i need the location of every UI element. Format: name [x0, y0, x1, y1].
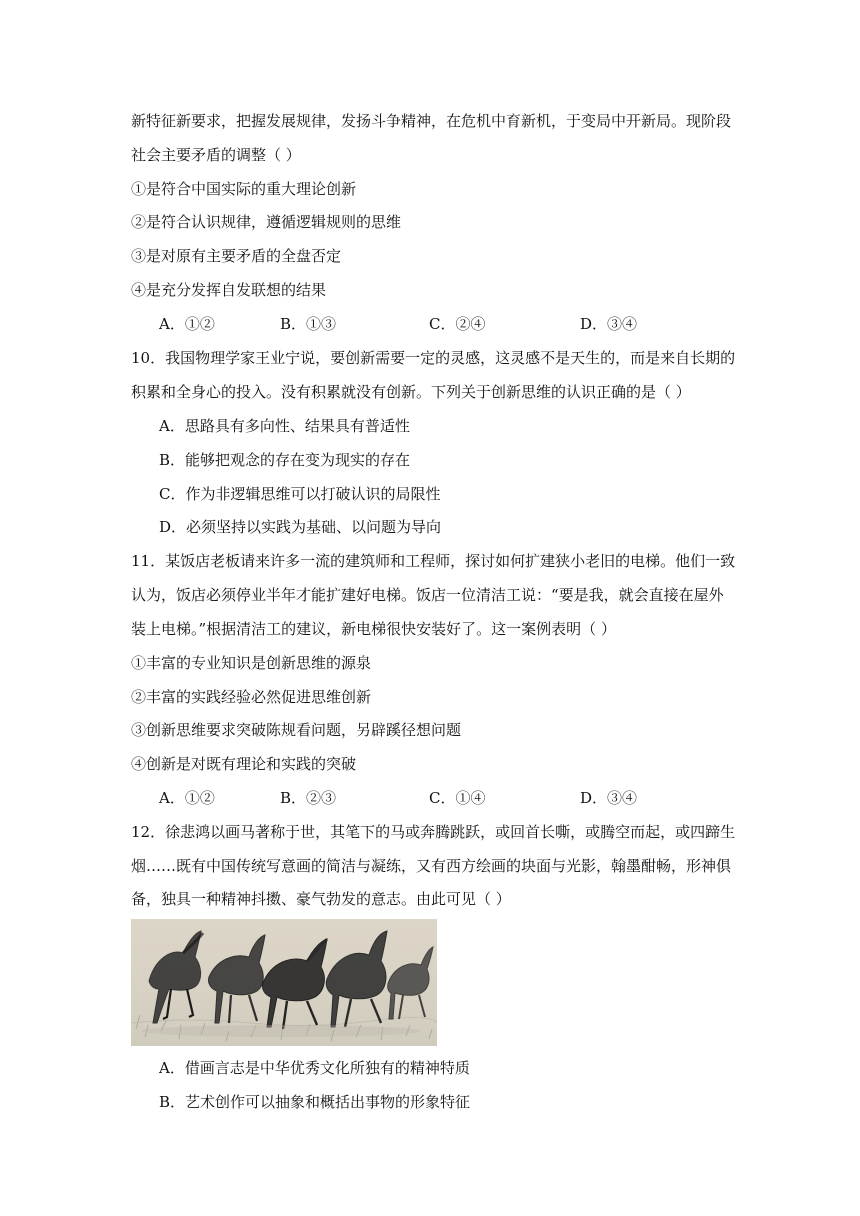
- q9-stem-line-1: 新特征新要求，把握发展规律，发扬斗争精神，在危机中育新机，于变局中开新局。现阶段: [131, 112, 732, 130]
- q11-stem-line-2: 认为，饭店必须停业半年才能扩建好电梯。饭店一位清洁工说：“要是我，就会直接在屋外: [131, 586, 724, 604]
- q9-option-c[interactable]: C．②④: [429, 315, 486, 333]
- q11-statement-2: ②丰富的实践经验必然促进思维创新: [131, 688, 372, 706]
- q12-stem-line-2: 烟……既有中国传统写意画的简洁与凝练，又有西方绘画的块面与光影，翰墨酣畅，形神俱: [131, 857, 732, 875]
- q10-option-b[interactable]: B．能够把观念的存在变为现实的存在: [159, 451, 411, 469]
- q9-statement-3: ③是对原有主要矛盾的全盘否定: [131, 247, 342, 265]
- q11-option-c[interactable]: C．①④: [429, 789, 486, 807]
- q9-statement-4: ④是充分发挥自发联想的结果: [131, 281, 327, 299]
- q12-stem-line-1: 12．徐悲鸿以画马著称于世，其笔下的马或奔腾跳跃，或回首长嘶，或腾空而起，或四蹄生: [131, 823, 736, 841]
- q11-stem-line-1: 11．某饭店老板请来许多一流的建筑师和工程师，探讨如何扩建狭小老旧的电梯。他们一致: [131, 552, 736, 570]
- q9-statement-1: ①是符合中国实际的重大理论创新: [131, 180, 357, 198]
- q10-option-c[interactable]: C．作为非逻辑思维可以打破认识的局限性: [159, 485, 441, 503]
- q10-stem-line-2: 积累和全身心的投入。没有积累就没有创新。下列关于创新思维的认识正确的是（ ）: [131, 383, 691, 401]
- q10-option-a[interactable]: A．思路具有多向性、结果具有普适性: [159, 417, 410, 435]
- q11-statement-4: ④创新是对既有理论和实践的突破: [131, 755, 357, 773]
- q9-stem-line-2: 社会主要矛盾的调整（ ）: [131, 146, 301, 164]
- q11-statement-1: ①丰富的专业知识是创新思维的源泉: [131, 654, 372, 672]
- q10-stem-line-1: 10．我国物理学家王业宁说，要创新需要一定的灵感，这灵感不是天生的，而是来自长期的: [131, 349, 736, 367]
- q11-option-a[interactable]: A．①②: [159, 789, 215, 807]
- q11-option-b[interactable]: B．②③: [280, 789, 337, 807]
- q9-option-d[interactable]: D．③④: [580, 315, 638, 333]
- q11-statement-3: ③创新思维要求突破陈规看问题，另辟蹊径想问题: [131, 721, 462, 739]
- q12-option-b[interactable]: B．艺术创作可以抽象和概括出事物的形象特征: [159, 1093, 471, 1111]
- q9-option-b[interactable]: B．①③: [280, 315, 337, 333]
- q12-option-a[interactable]: A．借画言志是中华优秀文化所独有的精神特质: [159, 1059, 470, 1077]
- q9-options: [159, 313, 719, 335]
- q11-option-d[interactable]: D．③④: [580, 789, 638, 807]
- q9-statement-2: ②是符合认识规律，遵循逻辑规则的思维: [131, 213, 402, 231]
- q12-stem-line-3: 备，独具一种精神抖擞、豪气勃发的意志。由此可见（ ）: [131, 890, 511, 908]
- horses-painting-image: [131, 919, 437, 1046]
- q10-option-d[interactable]: D．必须坚持以实践为基础、以问题为导向: [159, 518, 442, 536]
- q11-stem-line-3: 装上电梯。”根据清洁工的建议，新电梯很快安装好了。这一案例表明（ ）: [131, 620, 616, 638]
- q9-option-a[interactable]: A．①②: [159, 315, 215, 333]
- q11-options: [159, 787, 719, 809]
- horses-painting-svg: [131, 919, 437, 1046]
